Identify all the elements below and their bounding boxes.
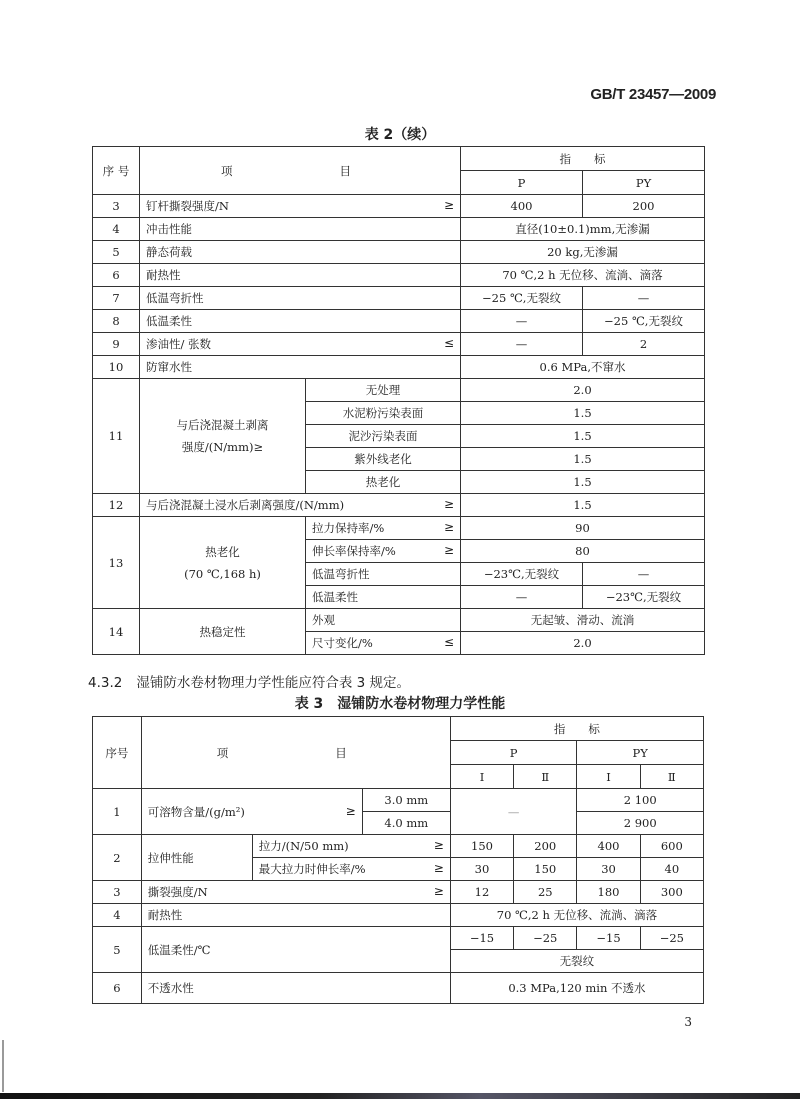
sub-item: 拉力保持率/% ≥ bbox=[306, 517, 461, 540]
scan-edge bbox=[2, 1040, 4, 1092]
value: 80 bbox=[461, 540, 705, 563]
value-p-1: 12 bbox=[450, 881, 513, 904]
sub-item: 泥沙污染表面 bbox=[306, 425, 461, 448]
value-p: — bbox=[450, 789, 577, 835]
value-py: — bbox=[583, 563, 705, 586]
sub-item: 最大拉力时伸长率/% ≥ bbox=[252, 858, 450, 881]
value: 90 bbox=[461, 517, 705, 540]
sub-item: 紫外线老化 bbox=[306, 448, 461, 471]
header-item: 项 目 bbox=[141, 717, 450, 789]
table3 bbox=[92, 716, 704, 1004]
header-p: P bbox=[461, 171, 583, 195]
value-py: 2 bbox=[583, 333, 705, 356]
table2 bbox=[92, 146, 705, 655]
sub-item: 尺寸变化/% ≤ bbox=[306, 632, 461, 655]
value-p-2: −25 bbox=[514, 927, 577, 950]
row-no: 6 bbox=[93, 264, 140, 287]
clause-number: 4.3.2 bbox=[88, 675, 123, 691]
value-p: — bbox=[461, 333, 583, 356]
row-no: 4 bbox=[93, 904, 142, 927]
value-py: −23℃,无裂纹 bbox=[583, 586, 705, 609]
table-row bbox=[93, 789, 704, 812]
sub-item: 4.0 mm bbox=[362, 812, 450, 835]
header-p: P bbox=[450, 741, 577, 765]
table-row bbox=[93, 881, 704, 904]
row-item: 撕裂强度/N ≥ bbox=[141, 881, 450, 904]
row-no: 2 bbox=[93, 835, 142, 881]
row-no: 9 bbox=[93, 333, 140, 356]
value: 无起皱、滑动、流淌 bbox=[461, 609, 705, 632]
header-index: 指 标 bbox=[450, 717, 703, 741]
table-row bbox=[93, 835, 704, 858]
value-py-1: −15 bbox=[577, 927, 640, 950]
value-py: 200 bbox=[583, 195, 705, 218]
value: 1.5 bbox=[461, 425, 705, 448]
row-item: 低温柔性 bbox=[140, 310, 461, 333]
row-no: 14 bbox=[93, 609, 140, 655]
sub-item: 水泥粉污染表面 bbox=[306, 402, 461, 425]
table-row bbox=[93, 310, 705, 333]
row-no: 8 bbox=[93, 310, 140, 333]
value-py: — bbox=[583, 287, 705, 310]
row-no: 5 bbox=[93, 241, 140, 264]
value-py-2: 600 bbox=[640, 835, 703, 858]
table-row bbox=[93, 609, 705, 632]
value-p: — bbox=[461, 586, 583, 609]
row-no: 6 bbox=[93, 973, 142, 1004]
value: 直径(10±0.1)mm,无渗漏 bbox=[461, 218, 705, 241]
value: 1.5 bbox=[461, 494, 705, 517]
value-py-2: 300 bbox=[640, 881, 703, 904]
table-row bbox=[93, 333, 705, 356]
value-py: 2 100 bbox=[577, 789, 704, 812]
sub-item: 外观 bbox=[306, 609, 461, 632]
value: 0.3 MPa,120 min 不透水 bbox=[450, 973, 703, 1004]
row-item: 热稳定性 bbox=[140, 609, 306, 655]
value: 70 ℃,2 h 无位移、流淌、滴落 bbox=[461, 264, 705, 287]
row-item: 渗油性/ 张数 ≤ bbox=[140, 333, 461, 356]
value-py-1: 30 bbox=[577, 858, 640, 881]
sub-item: 低温柔性 bbox=[306, 586, 461, 609]
value-p-1: 150 bbox=[450, 835, 513, 858]
row-item: 拉伸性能 bbox=[141, 835, 252, 881]
value-p-2: 150 bbox=[514, 858, 577, 881]
header-index: 指 标 bbox=[461, 147, 705, 171]
table-row bbox=[93, 973, 704, 1004]
row-item: 不透水性 bbox=[141, 973, 450, 1004]
page-number: 3 bbox=[684, 1015, 692, 1029]
clause-4-3-2 bbox=[88, 671, 410, 691]
value-p: — bbox=[461, 310, 583, 333]
value: 0.6 MPa,不窜水 bbox=[461, 356, 705, 379]
row-no: 3 bbox=[93, 881, 142, 904]
value-py-1: 180 bbox=[577, 881, 640, 904]
row-item: 冲击性能 bbox=[140, 218, 461, 241]
table-row bbox=[93, 356, 705, 379]
value-py: −25 ℃,无裂纹 bbox=[583, 310, 705, 333]
header-item: 项 目 bbox=[140, 147, 461, 195]
row-item: 耐热性 bbox=[141, 904, 450, 927]
table3-caption: 表 3 湿铺防水卷材物理力学性能 bbox=[294, 696, 506, 712]
value-p: −25 ℃,无裂纹 bbox=[461, 287, 583, 310]
table-row bbox=[93, 904, 704, 927]
table-row bbox=[93, 494, 705, 517]
table-row bbox=[93, 517, 705, 540]
row-item: 钉杆撕裂强度/N ≥ bbox=[140, 195, 461, 218]
value-py-2: 40 bbox=[640, 858, 703, 881]
table-row bbox=[93, 218, 705, 241]
row-item: 低温柔性/℃ bbox=[141, 927, 450, 973]
sub-item: 伸长率保持率/% ≥ bbox=[306, 540, 461, 563]
row-no: 11 bbox=[93, 379, 140, 494]
sub-item: 拉力/(N/50 mm) ≥ bbox=[252, 835, 450, 858]
value-p-1: 30 bbox=[450, 858, 513, 881]
header-p-type1: Ⅰ bbox=[450, 765, 513, 789]
table-row bbox=[93, 195, 705, 218]
scan-bottom-shadow bbox=[0, 1093, 800, 1099]
sub-item: 3.0 mm bbox=[362, 789, 450, 812]
row-no: 5 bbox=[93, 927, 142, 973]
header-no: 序号 bbox=[93, 717, 142, 789]
row-no: 4 bbox=[93, 218, 140, 241]
row-item: 耐热性 bbox=[140, 264, 461, 287]
table-row bbox=[93, 287, 705, 310]
row-no: 7 bbox=[93, 287, 140, 310]
row-no: 10 bbox=[93, 356, 140, 379]
sub-item: 低温弯折性 bbox=[306, 563, 461, 586]
value-p-2: 200 bbox=[514, 835, 577, 858]
row-item: 防窜水性 bbox=[140, 356, 461, 379]
table-row bbox=[93, 927, 704, 950]
standard-code: GB/T 23457—2009 bbox=[590, 86, 716, 103]
header-no: 序 号 bbox=[93, 147, 140, 195]
row-item: 可溶物含量/(g/m²) ≥ bbox=[141, 789, 362, 835]
value: 20 kg,无渗漏 bbox=[461, 241, 705, 264]
value: 2.0 bbox=[461, 632, 705, 655]
value: 1.5 bbox=[461, 402, 705, 425]
table-row bbox=[93, 241, 705, 264]
row-no: 13 bbox=[93, 517, 140, 609]
row-item: 与后浇混凝土浸水后剥离强度/(N/mm) ≥ bbox=[140, 494, 461, 517]
header-py-type2: Ⅱ bbox=[640, 765, 703, 789]
table-row bbox=[93, 264, 705, 287]
header-p-type2: Ⅱ bbox=[514, 765, 577, 789]
header-py: PY bbox=[577, 741, 704, 765]
value: 无裂纹 bbox=[450, 950, 703, 973]
row-item: 热老化 (70 ℃,168 h) bbox=[140, 517, 306, 609]
value-p-1: −15 bbox=[450, 927, 513, 950]
value-p: −23℃,无裂纹 bbox=[461, 563, 583, 586]
value-py: 2 900 bbox=[577, 812, 704, 835]
value-p-2: 25 bbox=[514, 881, 577, 904]
value: 2.0 bbox=[461, 379, 705, 402]
sub-item: 无处理 bbox=[306, 379, 461, 402]
value-py-1: 400 bbox=[577, 835, 640, 858]
value: 70 ℃,2 h 无位移、流淌、滴落 bbox=[450, 904, 703, 927]
value: 1.5 bbox=[461, 448, 705, 471]
row-item: 低温弯折性 bbox=[140, 287, 461, 310]
header-py: PY bbox=[583, 171, 705, 195]
value: 1.5 bbox=[461, 471, 705, 494]
value-p: 400 bbox=[461, 195, 583, 218]
row-no: 12 bbox=[93, 494, 140, 517]
clause-text: 湿铺防水卷材物理力学性能应符合表 3 规定。 bbox=[136, 675, 411, 691]
sub-item: 热老化 bbox=[306, 471, 461, 494]
value-py-2: −25 bbox=[640, 927, 703, 950]
row-no: 1 bbox=[93, 789, 142, 835]
table2-caption: 表 2（续） bbox=[364, 127, 436, 143]
row-no: 3 bbox=[93, 195, 140, 218]
table-row bbox=[93, 379, 705, 402]
row-item: 与后浇混凝土剥离 强度/(N/mm)≥ bbox=[140, 379, 306, 494]
row-item: 静态荷载 bbox=[140, 241, 461, 264]
header-py-type1: Ⅰ bbox=[577, 765, 640, 789]
